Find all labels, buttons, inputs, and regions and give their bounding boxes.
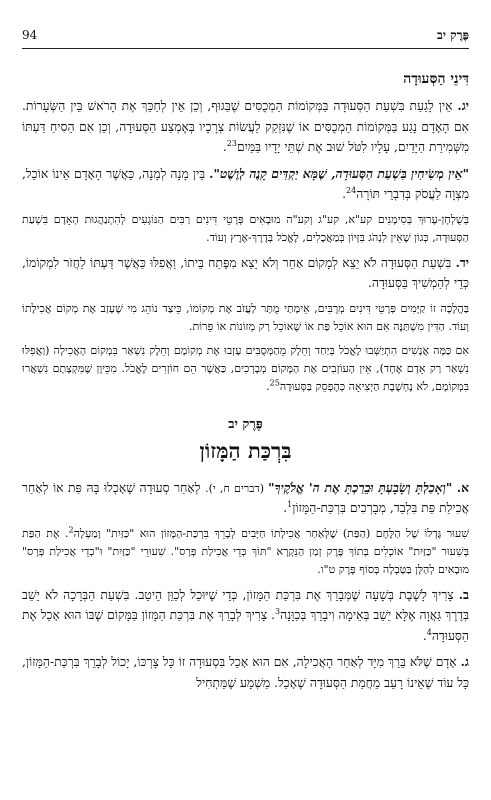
chapter-label: פֶּרֶק יב: [228, 416, 263, 432]
paragraph-text: אֵין לָגַעַת בִּשְׁעַת הַסְּעוּדָה בַּמְּקוֹמוֹת הַמְכֻסִּים שֶׁבַּגּוּף, וְכֵן אֵין לְחַכֵּךְ אֶת הָרֹאשׁ בֵּין הַשְּׂעָרוֹת. אִם הָאָדָם נָגַע בַּמְּקוֹמוֹת הַמְכֻסִּים אוֹ שֶׁנִּזְקַק לַעֲשׂוֹת צְרָכָיו בְּאֶמְצַע הַסְּעוּדָה, וְכֵן אִם הֵסִיחַ דַּעְתּוֹ מִשְּׁמִירַת הַיָּדַיִם, עָלָיו לִטֹּל שׁוּב אֶת שְׁתֵּי יָדָיו בַּמַּיִם: [22, 99, 469, 154]
paragraph-no-talking: "אֵין מְשִׂיחִין בִּשְׁעַת הַסְּעוּדָה, שֶׁמָּא יַקְדִּים קָנֶה לְוֶשֶׁט". בֵּין מָנָה לְמָנָה, כַּאֲשֶׁר הָאָדָם אֵינוֹ אוֹכֵל, מִצְוָה לַעֲסֹק בְּדִבְרֵי תּוֹרָה$^{24}$.: [22, 165, 469, 201]
paragraph-c: [22, 652, 469, 693]
footnote-ref: 24: [346, 185, 357, 195]
paragraph-shulchan-aruch: [22, 211, 469, 247]
chapter-header: [22, 416, 469, 464]
paragraph-text: לְאַחַר סְעוּדָה שֶׁאָכְלוּ בָּהּ פַּת אוֹ לְאַחַר אֲכִילַת פַּת בִּלְבַד, מְבָרְכִים בִּרְכַּת-הַמָּזוֹן: [22, 480, 469, 515]
paragraph-text-cont: . צָרִיךְ לְבָרֵךְ אֶת בִּרְכַּת הַמָּזוֹן בַּמָּקוֹם שֶׁבּוֹ הוּא אָכַל אֶת הַסְּעוּדָה: [22, 608, 469, 643]
paragraph-text: בְּשֻׁלְחָן-עָרוּךְ בְּסִימָנִים קע"א, קע"ג וְקע"ה מוּבָאִים פְּרָטֵי דִּינִים רַבִּים הַנּוֹגְעִים לְהִתְנַהֲגוּת הָאָדָם בִּשְׁעַת הַסְּעוּדָה, כְּגוֹן שֶׁאֵין לִנְהֹג בִּזָּיוֹן בְּמַאֲכָלִים, לֶאֱכֹל בְּדֶרֶךְ-אֶרֶץ וְעוֹד.: [22, 212, 469, 244]
footnote-ref: 3: [275, 606, 281, 616]
footnote-ref: 2: [68, 524, 74, 534]
paragraph-label: ג.: [460, 654, 469, 669]
paragraph-text: בִּשְׁעַת הַסְּעוּדָה לֹא יֵצֵא לְמָקוֹם אַחֵר וְלֹא יֵצֵא מִפֶּתַח בֵּיתוֹ, וַאֲפִלּוּ כַּאֲשֶׁר דַּעְתּוֹ לַחֲזֹר לִמְקוֹמוֹ, כְּדֵי לְהַמְשִׁיךְ בַּסְּעוּדָה.: [22, 255, 469, 290]
paragraph-text: שִׁעוּר גָּדְלוֹ שֶׁל הַלֶּחֶם (הַפַּת) שֶׁלְּאַחַר אֲכִילָתוֹ חַיָּבִים לְבָרֵךְ בִּרְכַּת-הַמָּזוֹן הוּא "כַּזַּיִת" וָמַעְלָה: [73, 526, 469, 540]
paragraph-text: אָדָם שֶׁלֹּא בֵּרַךְ מִיָּד לְאַחַר הָאֲכִילָה, אִם הוּא אָכַל בִּסְעוּדָה זוֹ כָּל צָרְכּוֹ, יָכוֹל לְבָרֵךְ בִּרְכַּת-הַמָּזוֹן, כָּל עוֹד שֶׁאֵינוֹ רָעֵב מֵחֲמַת הַסְּעוּדָה שֶׁאָכַל. מַשְׁמָע שֶׁמַּתְחִיל: [22, 655, 469, 690]
footnote-ref: 25: [269, 377, 280, 387]
paragraph-text: בַּהֲלָכָה זוֹ קַיָּמִים פְּרָטֵי דִּינִים מְרֻבִּים, אֵימָתַי מֻתָּר לַעֲזֹב אֶת מְקוֹמוֹ, כֵּיצַד נוֹהֵג מִי שֶׁעָזַב אֶת מְקוֹם אֲכִילָתוֹ וְעוֹד. הַדִּין מִשְׁתַּנֶּה אִם הוּא אוֹכֵל פַּת אוֹ שֶׁאוֹכֵל רַק מְזוֹנוֹת אוֹ פֵּרוֹת.: [22, 301, 469, 333]
running-head-chapter: פֶּרֶק יב: [437, 27, 469, 42]
paragraph-group-meal: אִם כַּמָּה אֲנָשִׁים הִתְיַשְּׁבוּ לֶאֱכֹל בְּיַחַד וְחֵלֶק מֵהַמְּסֻבִּים עָזְבוּ אֶת מְקוֹמָם וְחֵלֶק נִשְׁאַר בִּמְקוֹם הָאֲכִילָה (וַאֲפִלּוּ נִשְׁאַר רַק אָדָם אֶחָד), אֵין הָעוֹזְבִים אֶת הַמָּקוֹם מְבָרְכִים, כַּאֲשֶׁר הֵם חוֹזְרִים לֶאֱכֹל. מִכֵּיוָן שֶׁמִּקְצָתָם נִשְׁאֲרוּ בִּמְקוֹמָם, לֹא נֶחְשֶׁבֶת הַיְצִיאָה כְּהֶפְסֵק בַּסְּעוּדָה$^{25}$.: [22, 343, 469, 393]
verse-quote: "וְאָכַלְתָּ וְשָׂבָעְתָּ וּבֵרַכְתָּ אֶת ה' אֱלֹקֶיךָ": [268, 479, 453, 495]
verse-reference: (דברים ח, י).: [205, 481, 269, 495]
quoted-rule: "אֵין מְשִׂיחִין בִּשְׁעַת הַסְּעוּדָה, שֶׁמָּא יַקְדִּים קָנֶה לְוֶשֶׁט".: [209, 165, 469, 181]
paragraph-label: ב.: [458, 586, 469, 602]
paragraph-14: [22, 253, 469, 294]
paragraph-13: יג. אֵין לָגַעַת בִּשְׁעַת הַסְּעוּדָה בַּמְּקוֹמוֹת הַמְכֻסִּים שֶׁבַּגּוּף, וְכֵן אֵין לְחַכֵּךְ אֶת הָרֹאשׁ בֵּין הַשְּׂעָרוֹת. אִם הָאָדָם נָגַע בַּמְּקוֹמוֹת הַמְכֻסִּים אוֹ שֶׁנִּזְקַק לַעֲשׂוֹת צְרָכָיו בְּאֶמְצַע הַסְּעוּדָה, וְכֵן אִם הֵסִיחַ דַּעְתּוֹ מִשְּׁמִירַת הַיָּדַיִם, עָלָיו לִטֹּל שׁוּב אֶת שְׁתֵּי יָדָיו בַּמַּיִם$^{23}$.: [22, 98, 469, 154]
paragraph-label: יד.: [455, 254, 469, 270]
section-title: דִּינֵי הַסְּעוּדָה: [403, 71, 469, 87]
paragraph-details: [22, 300, 469, 336]
header-rule: [22, 48, 469, 49]
paragraph-text: אִם כַּמָּה אֲנָשִׁים הִתְיַשְּׁבוּ לֶאֱכֹל בְּיַחַד וְחֵלֶק מֵהַמְּסֻבִּים עָזְבוּ אֶת מְקוֹמָם וְחֵלֶק נִשְׁאַר בִּמְקוֹם הָאֲכִילָה (וַאֲפִלּוּ נִשְׁאַר רַק אָדָם אֶחָד), אֵין הָעוֹזְבִים אֶת הַמָּקוֹם מְבָרְכִים, כַּאֲשֶׁר הֵם חוֹזְרִים לֶאֱכֹל. מִכֵּיוָן שֶׁמִּקְצָתָם נִשְׁאֲרוּ בִּמְקוֹמָם, לֹא נֶחְשֶׁבֶת הַיְצִיאָה כְּהֶפְסֵק בַּסְּעוּדָה: [22, 343, 469, 393]
footnote-ref: 4: [426, 627, 432, 637]
paragraph-label: יג.: [457, 98, 469, 113]
chapter-title: בִּרְכַּת הַמָּזוֹן: [199, 437, 292, 463]
paragraph-text: בֵּין מָנָה לְמָנָה, כַּאֲשֶׁר הָאָדָם אֵינוֹ אוֹכֵל, מִצְוָה לַעֲסֹק בְּדִבְרֵי תּוֹרָה: [22, 166, 469, 201]
page-number: 94: [22, 28, 38, 42]
footnote-ref: 1: [287, 499, 293, 509]
paragraph-label: א.: [456, 479, 469, 495]
paragraph-kezayit: [22, 525, 469, 579]
paragraph-a: א. "וְאָכַלְתָּ וְשָׂבָעְתָּ וּבֵרַכְתָּ אֶת ה' אֱלֹקֶיךָ" (דברים ח, י). לְאַחַר סְעוּדָה שֶׁאָכְלוּ בָּהּ פַּת אוֹ לְאַחַר אֲכִילַת פַּת בִּלְבַד, מְבָרְכִים בִּרְכַּת-הַמָּזוֹן$^1$.: [22, 479, 469, 515]
running-head: [22, 26, 469, 44]
paragraph-b: ב. צָרִיךְ לָשֶׁבֶת בְּשָׁעָה שֶׁמְּבָרֵךְ אֶת בִּרְכַּת הַמָּזוֹן, כְּדֵי שֶׁיּוּכַל לְכַוֵּן הֵיטֵב. בִּשְׁעַת הַבְּרָכָה לֹא יֵשֵׁב בְּדֶרֶךְ גַּאֲוָה אֶלָּא יֵשֵׁב בְּאֵימָה וִיבָרֵךְ בְּכַוָּנָה$^3$. צָרִיךְ לְבָרֵךְ אֶת בִּרְכַּת הַמָּזוֹן בַּמָּקוֹם שֶׁבּוֹ הוּא אָכַל אֶת הַסְּעוּדָה$^4$.: [22, 586, 469, 643]
footnote-ref: 23: [226, 138, 237, 148]
paragraph-text-cont: . אֶת הַפַּת בְּשִׁעוּר "כַּזַּיִת" אוֹכְלִים בְּתוֹךְ פֶּרֶק זְמַן הַנִּקְרָא "תּוֹךְ כְּדֵי אֲכִילַת פְּרָס". שִׁעוּרֵי "כַּזַּיִת" וּ"כְדֵי אֲכִילַת פְּרָס" מוּבָאִים לְהַלָּן בַּטַּבְלָה בְּסוֹף פֶּרֶק ט"ו.: [22, 526, 469, 576]
paragraph-text: צָרִיךְ לָשֶׁבֶת בְּשָׁעָה שֶׁמְּבָרֵךְ אֶת בִּרְכַּת הַמָּזוֹן, כְּדֵי שֶׁיּוּכַל לְכַוֵּן הֵיטֵב. בִּשְׁעַת הַבְּרָכָה לֹא יֵשֵׁב בְּדֶרֶךְ גַּאֲוָה אֶלָּא יֵשֵׁב בְּאֵימָה וִיבָרֵךְ בְּכַוָּנָה: [22, 587, 469, 622]
